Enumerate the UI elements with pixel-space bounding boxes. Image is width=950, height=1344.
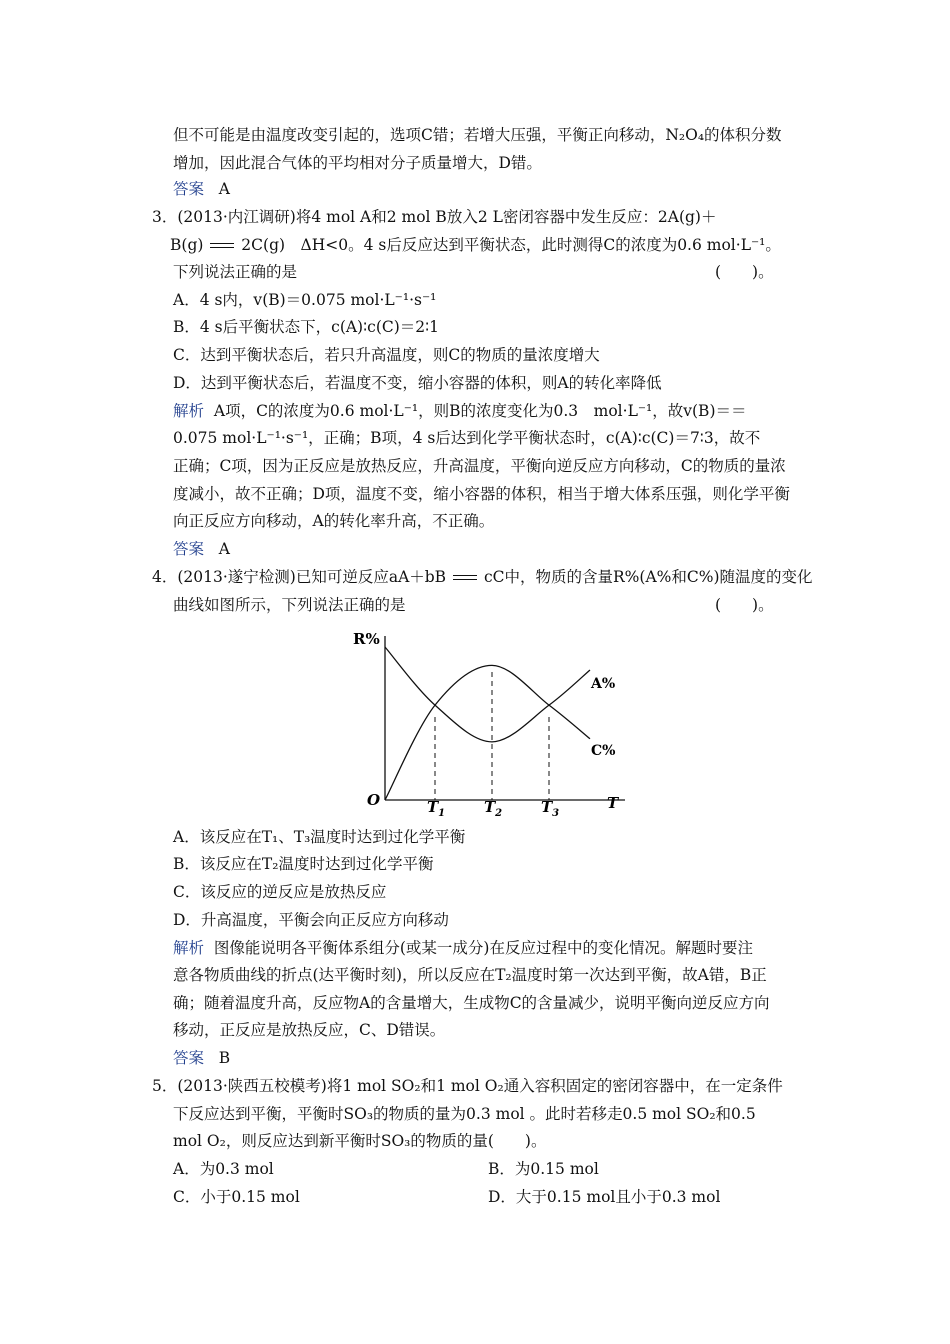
explanation-line: 确；随着温度升高，反应物A的含量增大，生成物C的含量减少，说明平衡向逆反应方向 bbox=[173, 994, 770, 1012]
explanation-line: 移动，正反应是放热反应，C、D错误。 bbox=[173, 1021, 446, 1039]
explanation-label: 解析 bbox=[173, 939, 205, 957]
answer-value: A bbox=[218, 180, 230, 198]
equilibrium-arrow-icon bbox=[208, 241, 236, 251]
product-text: 2C(g) ΔH<0。4 s后反应达到平衡状态，此时测得C的浓度为0.6 mol·L⁻¹。 bbox=[241, 236, 781, 254]
explanation-text: 图像能说明各平衡体系组分(或某一成分)在反应过程中的变化情况。解题时要注 bbox=[213, 939, 753, 957]
question-5-stem: 5．(2013·陕西五校模考)将1 mol SO₂和1 mol O₂通入容积固定的密闭容器中，在一定条件 bbox=[152, 1077, 783, 1095]
question-5-stem-line2: 下反应达到平衡，平衡时SO₃的物质的量为0.3 mol 。此时若移走0.5 mol SO₂和0.5 bbox=[173, 1105, 756, 1123]
series-a-label: A% bbox=[591, 676, 616, 692]
explanation-text: A项，C的浓度为0.6 mol·L⁻¹，则B的浓度变化为0.3 mol·L⁻¹，故v(B)＝＝ bbox=[213, 402, 747, 420]
explanation-line: 意各物质曲线的折点(达平衡时刻)，所以反应在T₂温度时第一次达到平衡，故A错，B正 bbox=[173, 966, 767, 984]
reactant-text: B(g) bbox=[170, 236, 204, 254]
tick-t1: $T_1$ bbox=[427, 798, 446, 819]
option-d: D．大于0.15 mol且小于0.3 mol bbox=[488, 1188, 721, 1206]
reaction-right: cC中，物质的含量R%(A%和C%)随温度的变化 bbox=[483, 568, 813, 586]
question-5-stem-line3: mol O₂，则反应达到新平衡时SO₃的物质的量( )。 bbox=[173, 1132, 547, 1150]
reaction-left: 4．(2013·遂宁检测)已知可逆反应aA＋bB bbox=[152, 568, 447, 586]
answer-bracket: ( )。 bbox=[715, 596, 774, 614]
option-c: C．小于0.15 mol bbox=[173, 1188, 300, 1206]
option-c: C．达到平衡状态后，若只升高温度，则C的物质的量浓度增大 bbox=[173, 346, 600, 364]
explanation-line: 度减小，故不正确；D项，温度不变，缩小容器的体积，相当于增大体系压强，则化学平衡 bbox=[173, 485, 790, 503]
origin-label: O bbox=[367, 791, 381, 809]
question-4-stem-line2: 曲线如图所示，下列说法正确的是 bbox=[173, 596, 406, 614]
option-d: D．升高温度，平衡会向正反应方向移动 bbox=[173, 911, 449, 929]
answer-line bbox=[173, 538, 230, 560]
series-a-percent-line bbox=[385, 647, 590, 742]
y-axis-label: R% bbox=[353, 630, 380, 648]
question-3-stem: 3．(2013·内江调研)将4 mol A和2 mol B放入2 L密闭容器中发生反应：2A(g)＋ bbox=[152, 208, 717, 226]
option-d: D．达到平衡状态后，若温度不变，缩小容器的体积，则A的转化率降低 bbox=[173, 374, 662, 392]
tick-t2: $T_2$ bbox=[484, 798, 503, 819]
answer-label: 答案 bbox=[173, 1049, 205, 1067]
temperature-content-chart bbox=[345, 622, 645, 822]
explanation-label: 解析 bbox=[173, 402, 205, 420]
option-a: A．为0.3 mol bbox=[173, 1160, 274, 1178]
option-b: B．为0.15 mol bbox=[488, 1160, 599, 1178]
text-line: 增加，因此混合气体的平均相对分子质量增大，D错。 bbox=[173, 154, 542, 172]
answer-label: 答案 bbox=[173, 540, 205, 558]
explanation-line: 向正反应方向移动，A的转化率升高，不正确。 bbox=[173, 512, 495, 530]
question-4-stem bbox=[152, 566, 813, 588]
answer-value: B bbox=[218, 1049, 231, 1067]
question-3-stem-line3: 下列说法正确的是 bbox=[173, 263, 298, 281]
series-c-label: C% bbox=[591, 743, 616, 759]
option-c: C．该反应的逆反应是放热反应 bbox=[173, 883, 387, 901]
explanation-line bbox=[173, 937, 753, 959]
answer-line bbox=[173, 178, 230, 200]
option-b: B．该反应在T₂温度时达到过化学平衡 bbox=[173, 855, 434, 873]
option-a: A．4 s内，v(B)＝0.075 mol·L⁻¹·s⁻¹ bbox=[173, 291, 437, 309]
equilibrium-arrow-icon bbox=[451, 573, 479, 583]
tick-t3: $T_3$ bbox=[541, 798, 560, 819]
explanation-line: 0.075 mol·L⁻¹·s⁻¹，正确；B项，4 s后达到化学平衡状态时，c(A)∶c(C)＝7∶3，故不 bbox=[173, 429, 761, 447]
question-3-stem-line2 bbox=[170, 234, 781, 256]
answer-label: 答案 bbox=[173, 180, 205, 198]
explanation-line bbox=[173, 400, 747, 422]
answer-bracket: ( )。 bbox=[715, 263, 774, 281]
x-axis-label: T bbox=[607, 794, 619, 812]
answer-line bbox=[173, 1047, 230, 1069]
text-line: 但不可能是由温度改变引起的，选项C错；若增大压强，平衡正向移动，N₂O₄的体积分数 bbox=[173, 126, 782, 144]
option-a: A．该反应在T₁、T₃温度时达到过化学平衡 bbox=[173, 828, 466, 846]
answer-value: A bbox=[218, 540, 230, 558]
option-b: B．4 s后平衡状态下，c(A)∶c(C)＝2∶1 bbox=[173, 318, 440, 336]
explanation-line: 正确；C项，因为正反应是放热反应，升高温度，平衡向逆反应方向移动，C的物质的量浓 bbox=[173, 457, 786, 475]
